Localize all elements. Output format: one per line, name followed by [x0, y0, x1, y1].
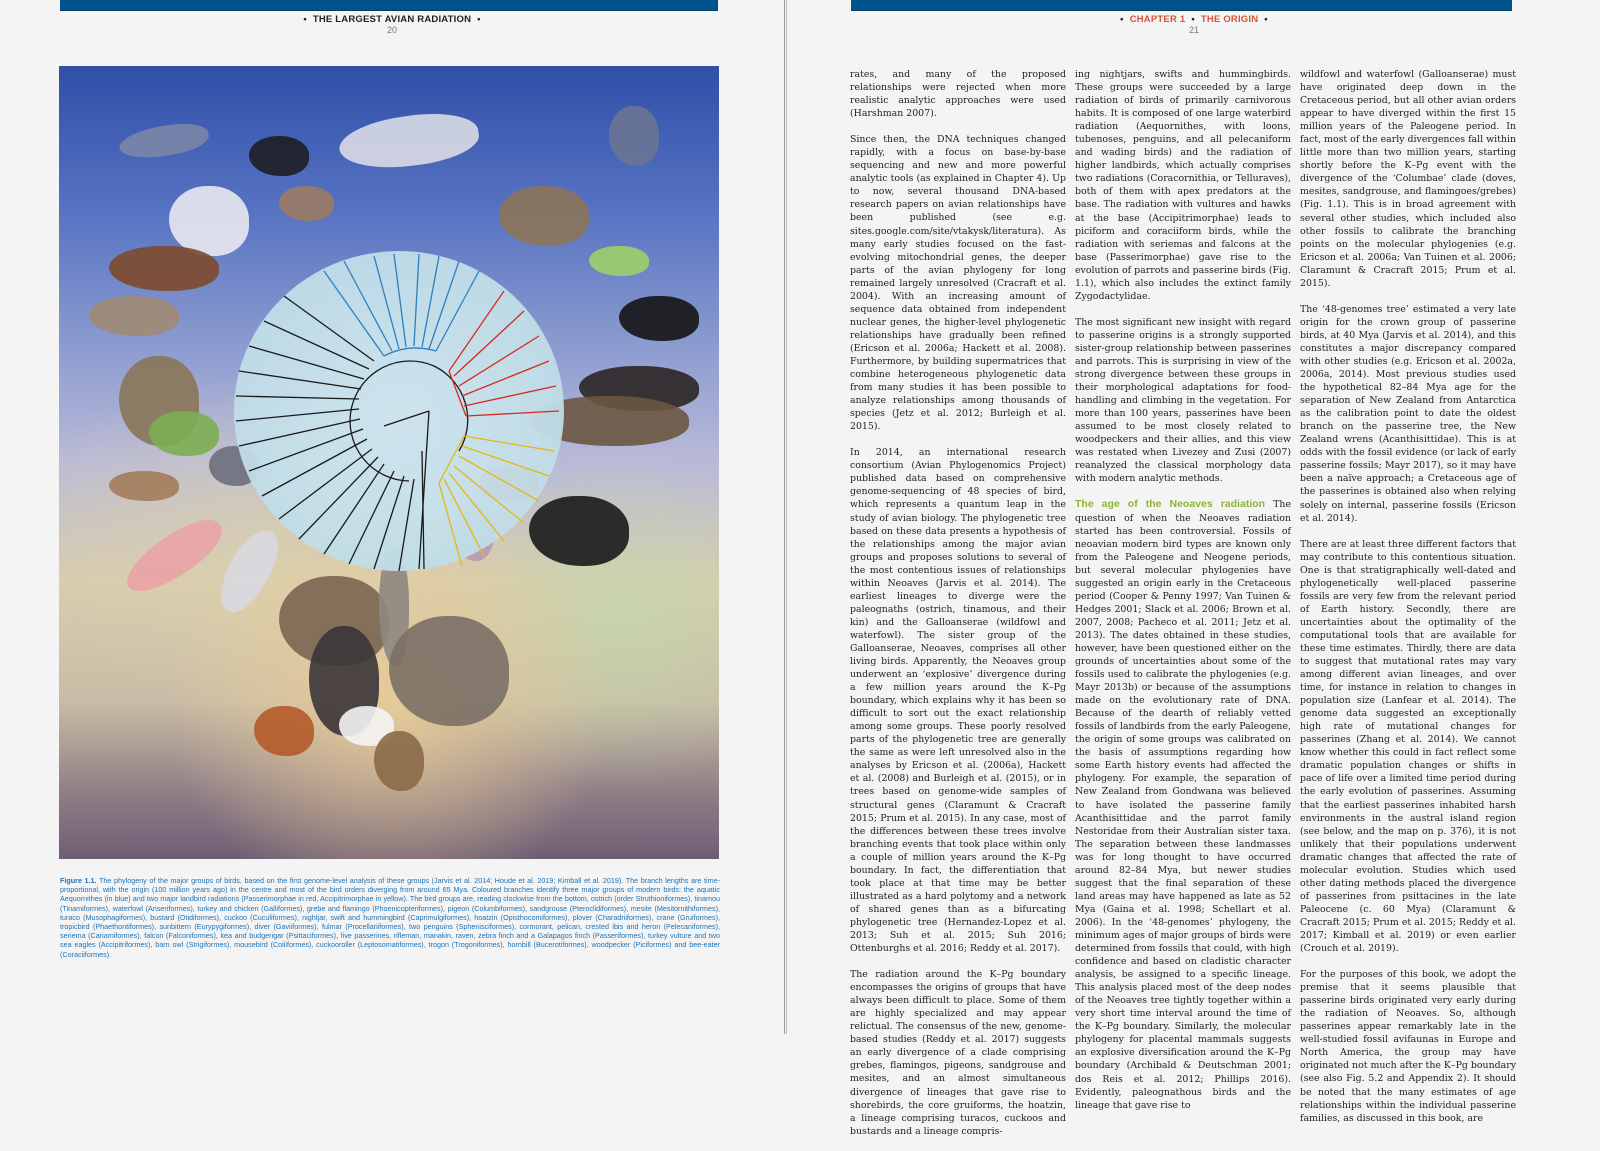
paragraph: rates, and many of the proposed relationships were rejected when more realistic analytic approaches were used (Harshman 2007). [850, 69, 1066, 120]
paragraph: For the purposes of this book, we adopt the premise that it seems plausible that passerine birds originated very early during the radiation of Neoaves. So, although passerines appear remarkably late in the well-studied fossil avifaunas in Europe and North America, the group may have originated not much after the K–Pg boundary (see also Fig. 5.2 and Appendix 2). It should be noted that the many estimates of age relationships within the individual passerine families, as discussed in this book, are [1300, 969, 1516, 1124]
bird-illustration [89, 296, 179, 336]
bird-illustration [374, 731, 424, 791]
bird-illustration [249, 136, 309, 176]
text-column-2 [1075, 68, 1291, 1125]
header-color-bar [851, 0, 1512, 11]
paragraph: The radiation around the K–Pg boundary encompasses the origins of groups that have always been difficult to place. Some of them are highly specialized and may appear relictual. The consensus of the new, genome-based studies (Reddy et al. 2017) suggests an early divergence of a clade comprising grebes, flamingos, pigeons, sandgrouse and mesites, and an almost simultaneous divergence of lineages that gave rise to shorebirds, the core gruiforms, the hoatzin, a lineage comprising turacos, cuckoos and bustards and a lineage compris- [850, 969, 1066, 1137]
bird-illustration [169, 186, 249, 256]
running-head-title: THE LARGEST AVIAN RADIATION [312, 14, 472, 25]
bullet-icon: • [1264, 14, 1268, 25]
bullet-icon: • [303, 14, 307, 25]
figure-label: Figure 1.1. [60, 876, 97, 885]
section-text: The question of when the Neoaves radiation started has been controversial. Fossils of neoavian modern bird types are known only from the Paleogene and Neogene periods, but several molecular phylogenies have suggested an origin early in the Cretaceous period (Cooper & Penny 1997; Van Tuinen & Hedges 2001; Slack et al. 2006; Brown et al. 2007, 2008; Pacheco et al. 2011; Jetz et al. 2013). The dates obtained in these studies, however, have been questioned either on the grounds of uncertainties about some of the fossils used to calibrate the phylogenies (e.g. Mayr 2013b) or because of the assumptions made on the evolutionary rate of DNA. Because of the dearth of reliably vetted fossils of landbirds from the early Paleogene, the origin of some groups was calibrated on the basis of assumptions regarding how some Earth history events had affected the phylogeny. For example, the separation of New Zealand from Gondwana was believed to have isolated the passerine family Acanthisittidae and the parrot family Nestoridae from their Australian sister taxa. The separation between these landmasses was for long thought to have occurred around 82–84 Mya, but newer studies suggest that the final separation of these land areas may have happened as late as 52 Mya (Gaina et al. 1998; Schellart et al. 2006). In the ‘48-genomes’ phylogeny, the minimum ages of major groups of birds were determined from fossils that could, with high confidence and based on cladistic character analysis, be assigned to a specific lineage. This analysis placed most of the deep nodes of the Neoaves tree tightly together within a very short time interval around the time of the K–Pg boundary. Similarly, the molecular phylogeny for placental mammals suggests an explosive diversification around the K–Pg boundary (Archibald & Deutschman 2001; dos Reis et al. 2012; Phillips 2016). Evidently, paleognathous birds and the lineage that gave rise to [1075, 499, 1291, 1111]
running-head-title: THE ORIGIN [1200, 14, 1259, 25]
page-number: 20 [386, 25, 397, 35]
paragraph: wildfowl and waterfowl (Galloanserae) must have originated deep down in the Cretaceous period, but all other avian orders appear to have diverged within the first 15 million years of the Paleogene period. In fact, most of the early divergences fall within little more than two million years, starting shortly before the K–Pg event with the divergence of the ‘Columbae’ clade (doves, mesites, sandgrouse, and flamingoes/grebes) (Fig. 1.1). This is in broad agreement with several other studies, which included also other fossils to calibrate the branching points on the molecular phylogenies (e.g. Ericson et al. 2006a; Van Tuinen et al. 2006; Claramunt & Cracraft 2015; Prum et al. 2015). [1300, 69, 1516, 289]
bird-illustration [109, 246, 219, 291]
paragraph: The ‘48-genomes tree’ estimated a very late origin for the crown group of passerine birds, at 40 Mya (Jarvis et al. 2014), and this constitutes a major discrepancy compared with other studies (e.g. Ericson et al. 2002a, 2006a, 2014). Most previous studies used the hypothetical 82–84 Mya age for the separation of New Zealand from Antarctica as the calibration point to date the oldest branch on the passerine tree, the New Zealand wrens (Acanthisittidae). This is at odds with the fossil evidence (or lack of early passerine fossils; Mayr 2017), so it may have been a naïve approach; a Cretaceous age of the passerines is obtained also when relying solely on internal, passerine fossils (Ericson et al. 2014). [1300, 303, 1516, 524]
paragraph: In 2014, an international research consortium (Avian Phylogenomics Project) published data based on comprehensive genome-sequencing of 48 species of bird, which represents a quantum leap in the study of avian biology. The phylogenetic tree based on these data presents a hypothesis of the relationships among the major avian groups and proposes solutions to several of the most contentious issues of relationships within Neoaves (Jarvis et al. 2014). The earliest lineages to diverge were the paleognaths (ostrich, tinamous, and their kin) and the Galloanserae (wildfowl and waterfowl). The sister group of the Galloanserae, Neoaves, comprises all other living birds. Apparently, the Neoaves group underwent an ‘explosive’ divergence during a few million years around the K–Pg boundary, which explains why it has been so difficult to sort out the exact relationship among some groups. These poorly resolved parts of the phylogenetic tree are generally the same as were left unresolved also in the analyses by Ericson et al. (2006a), Hackett et al. (2008) and Burleigh et al. (2015), or in trees based on genome-wide samples of structural genes (Claramunt & Cracraft 2015; Prum et al. 2015). In any case, most of the differences between these trees involve branching events that took place within only a couple of million years around the K–Pg boundary. In fact, the differentiation that took place at that time may be better illustrated as a hard polytomy and a network of shared genes than as a bifurcating phylogenetic tree (Hernandez-Lopez et al. 2013; Suh et al. 2015; Suh 2016; Ottenburghs et al. 2016; Reddy et al. 2017). [850, 447, 1066, 955]
phylogeny-illustration [59, 66, 719, 859]
running-head-chapter: CHAPTER 1 [1129, 14, 1186, 25]
bird-illustration [389, 616, 509, 726]
figure-caption [60, 876, 720, 959]
bullet-icon: • [1120, 14, 1124, 25]
bird-illustration [619, 296, 699, 341]
paragraph: ing nightjars, swifts and hummingbirds. These groups were succeeded by a large radiation of birds of primarily carnivorous habits. It is composed of one large waterbird radiation (Aequornithes, with loons, tubenoses, penguins, and all pelecaniform and wading birds) and the radiation of higher landbirds, which actually comprises two radiations (Coracornithia, or Telluraves), both of them with apex predators at the base. The radiation with vultures and hawks at the base (Accipitrimorphae) leads to piciform and coraciiform birds, while the radiation with seriemas and falcons at the base (Passerimorphae) gave rise to the evolution of parrots and passerine birds (Fig. 1.1), which also includes the extinct family Zygodactylidae. [1075, 69, 1291, 302]
text-column-3 [1300, 68, 1516, 1138]
right-page [786, 0, 1600, 1137]
paragraph: Since then, the DNA techniques changed rapidly, with a focus on base-by-base sequencing and new and more powerful analytic tools (as explained in Chapter 4). Up to now, several thousand DNA-based research papers on avian relationships have been published (see e.g. sites.google.com/site/vtakysk/literatura). As many early studies focused on the fast-evolving mitochondrial genes, the deeper parts of the avian phylogeny for long remained largely unresolved (Cracraft et al. 2004). With an increasing amount of sequence data obtained from independent nuclear genes, the higher-level phylogenetic relationships have gradually been refined (Ericson et al. 2006a; Hackett et al. 2008). Furthermore, by building supermatrices that combine heterogeneous phylogenetic data from many studies it has been possible to analyze relationships among thousands of species (Jetz et al. 2012; Burleigh et al. 2015). [850, 134, 1066, 433]
bullet-icon: • [1191, 14, 1195, 25]
bird-illustration [609, 106, 659, 166]
bird-illustration [499, 186, 589, 246]
header-color-bar [60, 0, 718, 11]
bird-illustration [254, 706, 314, 756]
bird-illustration [589, 246, 649, 276]
bird-illustration [117, 118, 211, 163]
section-heading: The age of the Neoaves radiation [1075, 498, 1266, 511]
section-paragraph [1075, 498, 1291, 1111]
paragraph: There are at least three different factors that may contribute to this contentious situation. One is that stratigraphically well-dated and phylogenetically well-placed passerine fossils are very few from the relevant period of Earth history. Secondly, there are uncertainties about the optimality of the computational tools that are available for these time estimates. Thirdly, there are data to suggest that mutational rates may vary among different avian lineages, and over time, for instance in relation to changes in population size (Lanfear et al. 2014). The genome data suggested an exceptionally high rate of mutational changes for passerines (Zhang et al. 2014). We cannot know whether this could in fact reflect some dramatic population changes or shifts in pace of life over a limited time period during the early evolution of passerines. Assuming that the earliest passerines inhabited harsh environments in the austral island region (see below, and the map on p. 376), it is not unlikely that their populations underwent dramatic changes that affected the rate of molecular evolution. Studies which used other dating methods placed the divergence of passerines from psittacines in the late Paleocene (c. 60 Mya) (Claramunt & Cracraft 2015; Prum et al. 2015; Reddy et al. 2017; Kimball et al. 2019) or even earlier (Crouch et al. 2019). [1300, 538, 1516, 955]
running-head [787, 14, 1600, 25]
caption-text: The phylogeny of the major groups of birds, based on the first genome-level analysis of these groups (Jarvis et al. 2014; Houde et al. 2019; Kimball et al. 2019). The branch lengths are time-proportional, with the origin (100 million years ago) in the centre and most of the bird orders diverging from around 65 Mya. Coloured branches identify three major groups of modern birds: the aquatic Aequornithes (in blue) and two major landbird radiations (Passerimorphae in red, Accipitrimorphae in yellow). The bird groups are, reading clockwise from the bottom, ostrich (order Struthioniformes), tinamou (Tinamiformes), waterfowl (Anseriformes), turkey and chicken (Galliformes), grebe and flamingo (Phoenicopteriformes), pigeon (Columbiformes), sandgrouse (Pteroclidiformes), mesite (Mesitornithiformes), turaco (Musophagiformes), bustard (Otidiformes), cuckoo (Cuculiformes), nightjar, swift and hummingbird (Caprimulgiformes), hoatzin (Opisthocomiformes), plover (Charadriiformes), crane (Gruiformes), tropicbird (Phaethontiformes), sunbittern (Eurypygiformes), diver (Gaviiformes), fulmar (Procellariiformes), two penguins (Sphenisciformes), cormorant, pelican, crested ibis and heron (Pelecaniformes), seriema (Cariamiformes), falcon (Falconiformes), kea and budgerigar (Psittaciformes), five passerines, rifleman, manakin, raven, zebra finch and a Galapagos finch (Passeriformes), turkey vulture and two sea eagles (Accipitriformes), barn owl (Strigiformes), mousebird (Coliiformes), cuckooroller (Leptosomatiformes), trogon (Trogoniformes), hornbill (Bucerotiformes), woodpecker (Piciformes) and bee-eater (Coraciiformes). [60, 876, 721, 959]
bird-illustration [336, 107, 482, 176]
bird-illustration [279, 186, 334, 221]
bird-illustration [149, 411, 219, 456]
page-number: 21 [1188, 25, 1199, 35]
left-page [0, 0, 785, 1034]
bird-illustration [117, 508, 230, 604]
paragraph: The most significant new insight with regard to passerine origins is a strongly supported sister-group relationship between passerines and parrots. This is surprising in view of the strong divergence between these groups in their morphological adaptations for food-handling and climbing in the vegetation. For more than 100 years, passerines have been assumed to be most closely related to woodpeckers and their allies, and this view was restated when Livezey and Zusi (2007) reanalyzed the classical morphology data with modern analytic methods. [1075, 316, 1291, 485]
bird-illustration [109, 471, 179, 501]
running-head [0, 14, 784, 25]
bullet-icon: • [477, 14, 481, 25]
text-column-1 [850, 68, 1066, 1151]
phylogenetic-tree [234, 251, 564, 571]
